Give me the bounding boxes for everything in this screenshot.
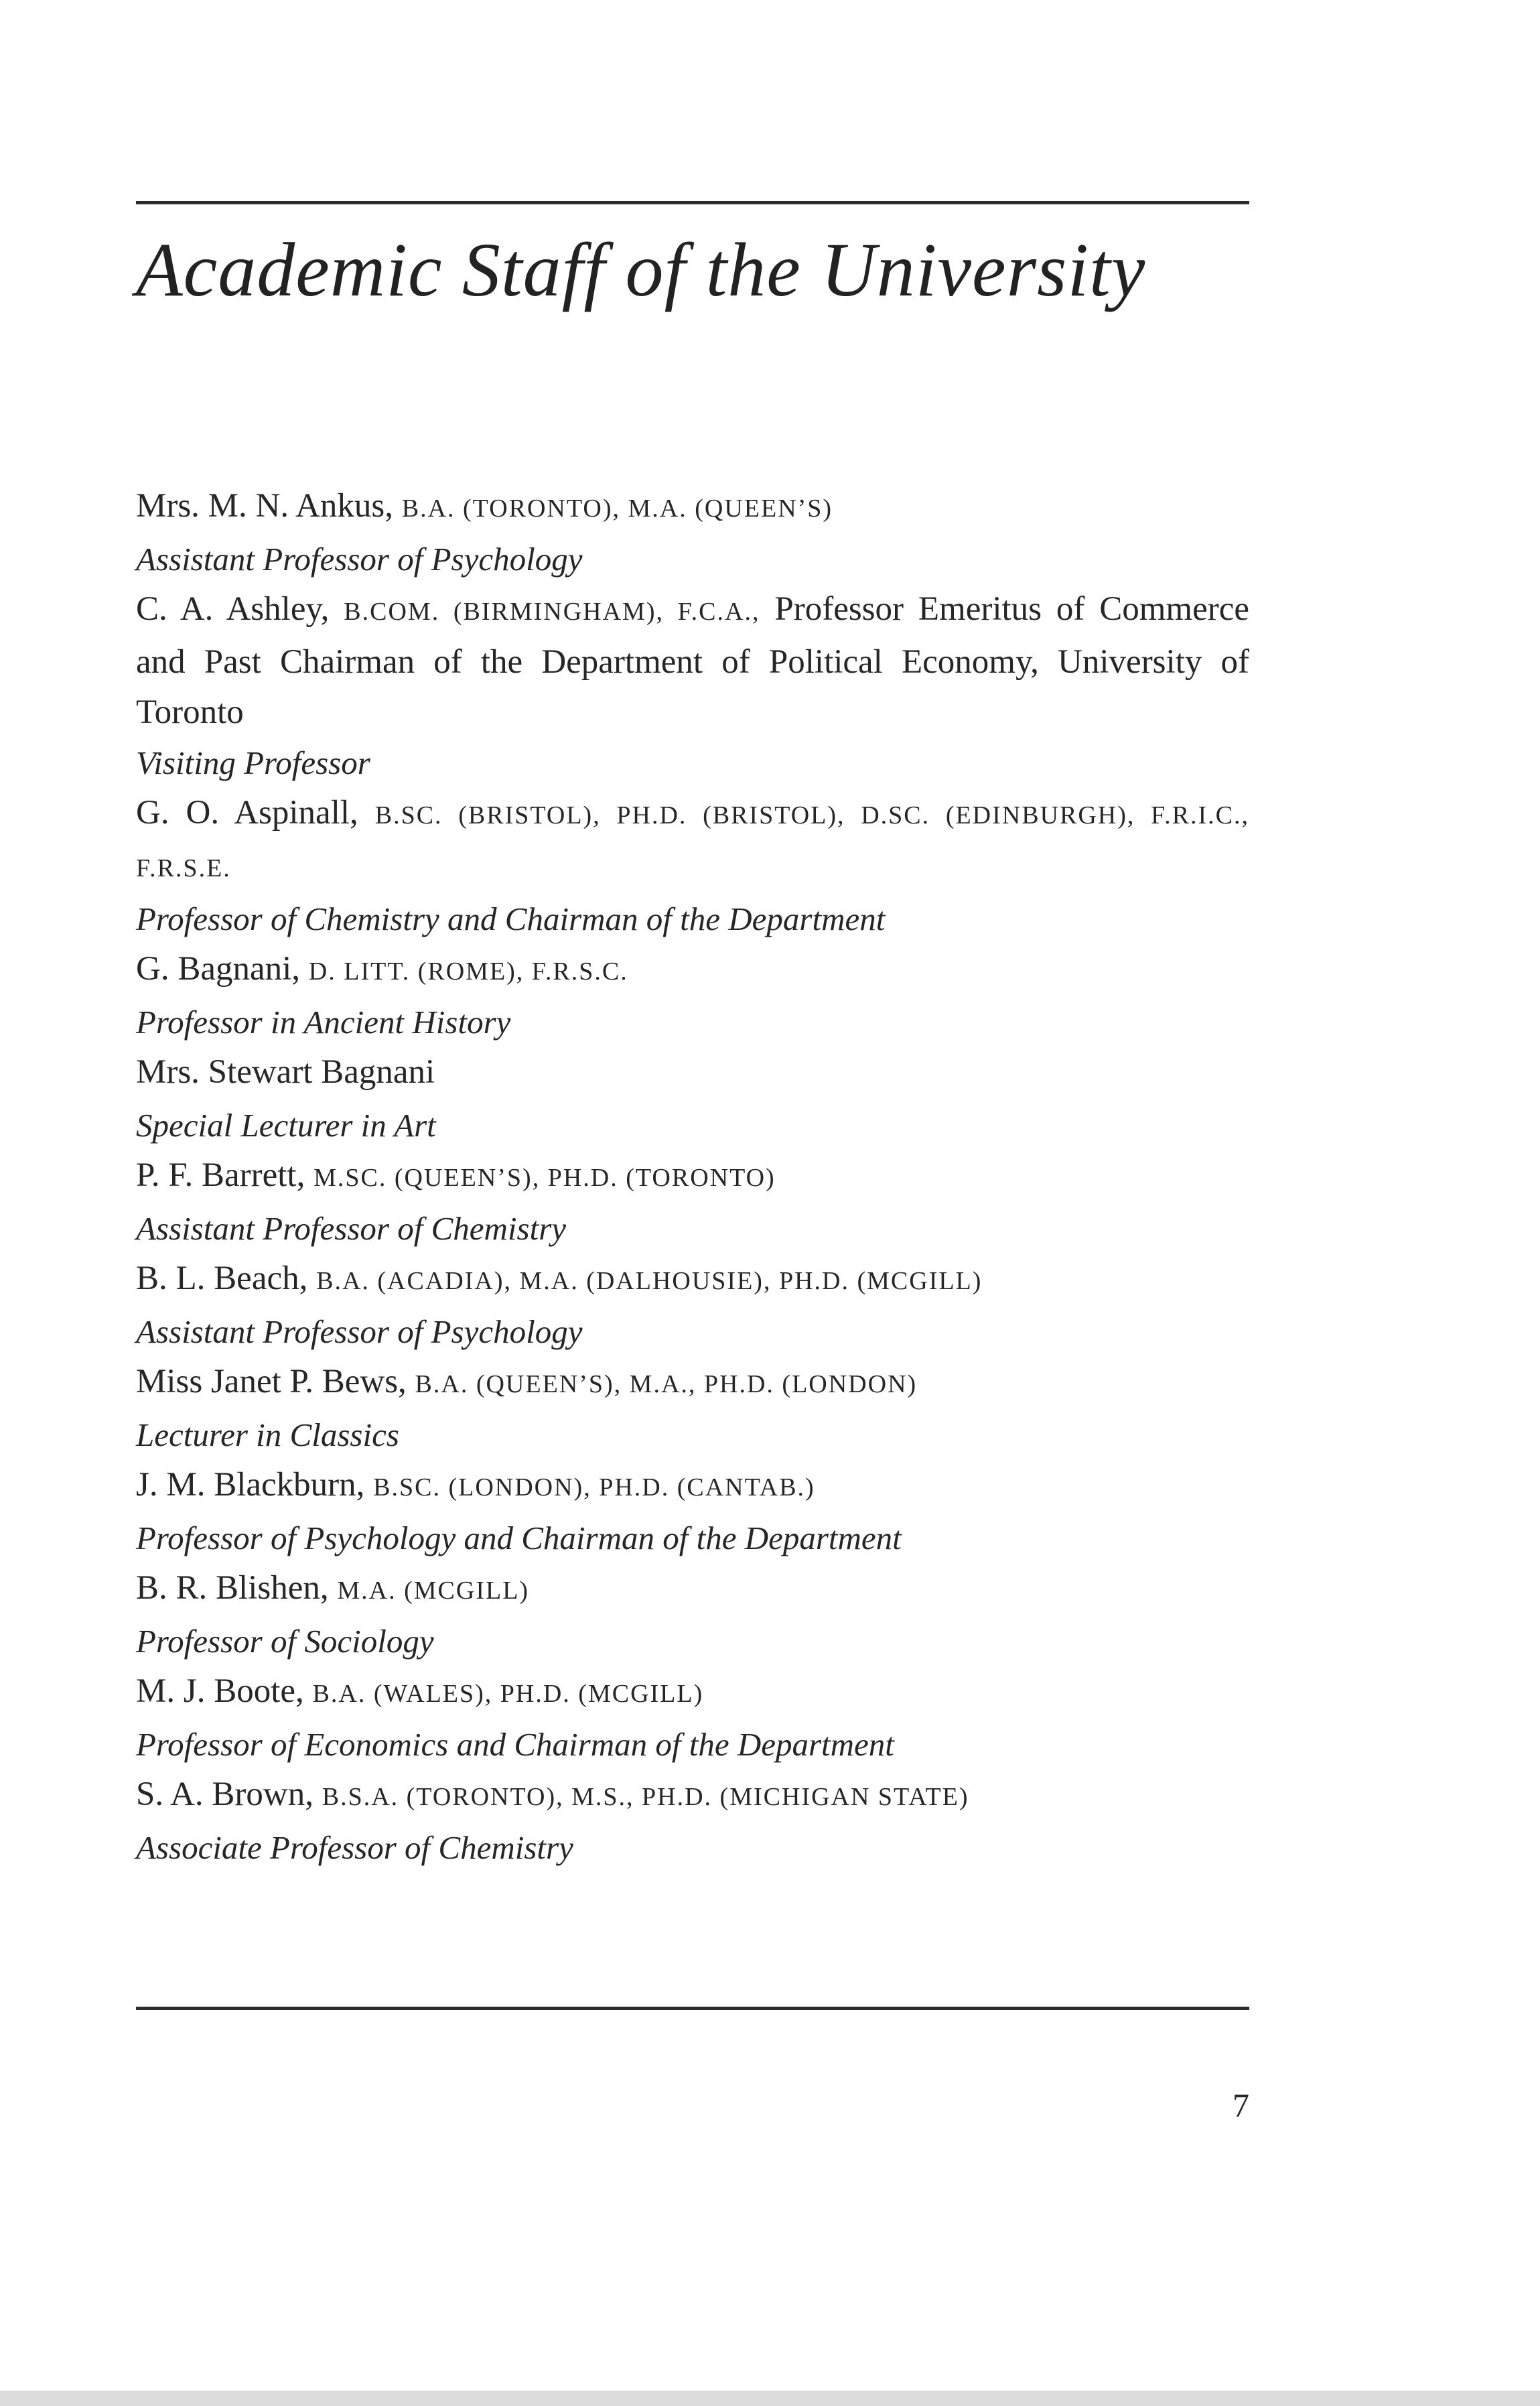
- staff-name: G. O. Aspinall,: [136, 794, 375, 831]
- staff-entry: [136, 481, 1249, 584]
- page-number: 7: [1233, 2086, 1249, 2124]
- staff-title: Assistant Professor of Chemistry: [136, 1210, 567, 1247]
- staff-title: Associate Professor of Chemistry: [136, 1829, 573, 1866]
- staff-credentials: B.A. (ACADIA), M.A. (DALHOUSIE), PH.D. (MCGILL): [316, 1267, 983, 1295]
- staff-name: P. F. Barrett,: [136, 1156, 314, 1194]
- staff-title: Visiting Professor: [136, 744, 370, 781]
- staff-entry: [136, 1047, 1249, 1150]
- staff-credentials: B.A. (TORONTO), M.A. (QUEEN’S): [401, 494, 833, 523]
- top-rule: [136, 201, 1249, 204]
- staff-entry: [136, 788, 1249, 944]
- staff-title: Assistant Professor of Psychology: [136, 541, 583, 578]
- staff-credentials: B.A. (WALES), PH.D. (MCGILL): [312, 1680, 704, 1708]
- staff-entry: [136, 1460, 1249, 1563]
- staff-title: Lecturer in Classics: [136, 1416, 399, 1453]
- staff-name: J. M. Blackburn,: [136, 1466, 374, 1503]
- staff-credentials: M.SC. (QUEEN’S), PH.D. (TORONTO): [313, 1164, 776, 1192]
- staff-title: Professor of Sociology: [136, 1623, 434, 1660]
- staff-credentials: B.SC. (LONDON), PH.D. (CANTAB.): [373, 1473, 815, 1501]
- staff-name: S. A. Brown,: [136, 1776, 322, 1813]
- scan-edge: [0, 2391, 1540, 2406]
- staff-entry: [136, 1150, 1249, 1254]
- staff-title: Professor of Economics and Chairman of the Department: [136, 1726, 894, 1763]
- staff-entry: [136, 944, 1249, 1047]
- staff-name: Miss Janet P. Bews,: [136, 1363, 415, 1400]
- staff-extra: Professor Emeritus of Commerce and Past Chairman of the Department of Political Economy, University of Toronto: [136, 590, 1249, 731]
- staff-credentials: B.SC. (BRISTOL), PH.D. (BRISTOL), D.SC. (EDINBURGH), F.R.I.C., F.R.S.E.: [136, 801, 1250, 882]
- staff-title: Professor in Ancient History: [136, 1004, 511, 1041]
- staff-name: M. J. Boote,: [136, 1672, 313, 1710]
- staff-title: Special Lecturer in Art: [136, 1107, 436, 1144]
- page-heading: Academic Staff of the University: [136, 227, 1146, 312]
- staff-credentials: M.A. (MCGILL): [337, 1577, 530, 1605]
- staff-title: Professor of Chemistry and Chairman of the Department: [136, 900, 886, 937]
- staff-credentials: D. LITT. (ROME), F.R.S.C.: [308, 957, 628, 986]
- bottom-rule: [136, 2007, 1249, 2010]
- staff-credentials: B.S.A. (TORONTO), M.S., PH.D. (MICHIGAN STATE): [322, 1783, 969, 1811]
- staff-entry: [136, 1769, 1249, 1873]
- staff-name: Mrs. M. N. Ankus,: [136, 487, 402, 525]
- staff-entry: [136, 584, 1249, 788]
- staff-list: [136, 481, 1249, 1873]
- staff-credentials: B.COM. (BIRMINGHAM), F.C.A.,: [344, 598, 760, 626]
- staff-name: Mrs. Stewart Bagnani: [136, 1053, 435, 1091]
- staff-credentials: B.A. (QUEEN’S), M.A., PH.D. (LONDON): [415, 1370, 918, 1398]
- staff-entry: [136, 1357, 1249, 1460]
- staff-name: C. A. Ashley,: [136, 590, 344, 628]
- staff-title: Professor of Psychology and Chairman of the Department: [136, 1520, 902, 1556]
- staff-entry: [136, 1563, 1249, 1666]
- staff-name: B. L. Beach,: [136, 1260, 317, 1297]
- staff-name: G. Bagnani,: [136, 950, 309, 988]
- staff-name: B. R. Blishen,: [136, 1569, 338, 1607]
- staff-entry: [136, 1254, 1249, 1357]
- staff-entry: [136, 1666, 1249, 1769]
- staff-title: Assistant Professor of Psychology: [136, 1313, 583, 1350]
